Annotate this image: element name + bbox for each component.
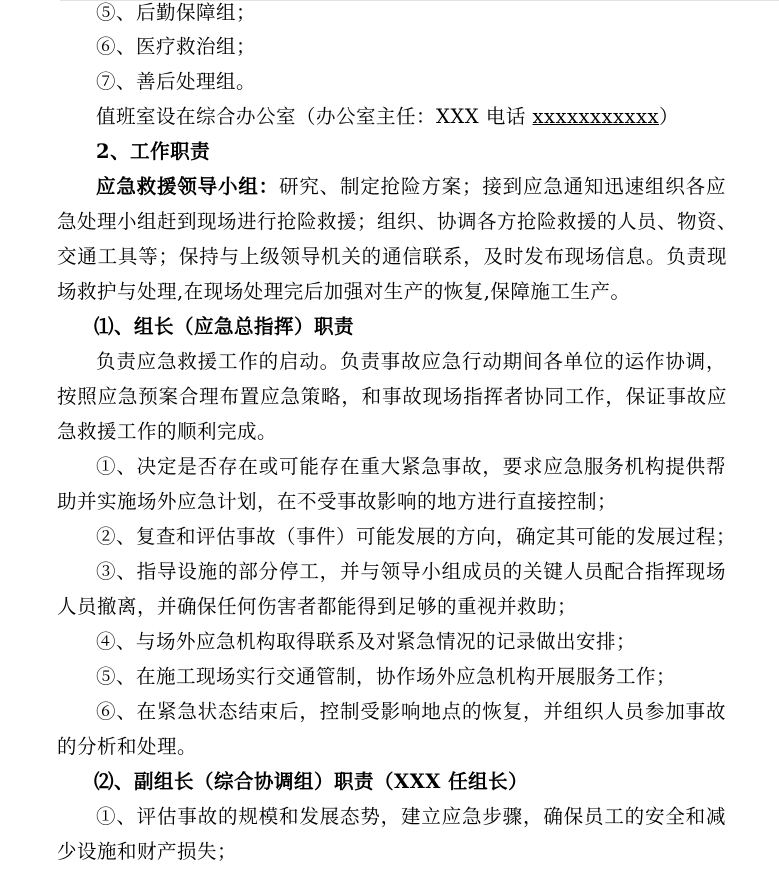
list-item-continuation: 人员撤离，并确保任何伤害者都能得到足够的重视并救助；: [57, 595, 578, 618]
list-item: ①、评估事故的规模和发展态势，建立应急步骤，确保员工的安全和减: [96, 805, 726, 828]
list-item-continuation: 助并实施场外应急计划，在不受事故影响的地方进行直接控制；: [57, 490, 618, 513]
list-item-continuation: 少设施和财产损失；: [57, 840, 238, 863]
list-item: ②、复查和评估事故（事件）可能发展的方向，确定其可能的发展过程；: [96, 525, 737, 548]
list-item: ⑤、在施工现场实行交通管制，协作场外应急机构开展服务工作；: [96, 665, 677, 688]
list-item: ③、指导设施的部分停工，并与领导小组成员的关键人员配合指挥现场: [96, 560, 726, 583]
section-heading-duties: 2、工作职责: [96, 140, 211, 163]
paragraph-line: 按照应急预案合理布置应急策略，和事故现场指挥者协同工作，保证事故应: [57, 385, 727, 408]
leadership-lead-term: 应急救援领导小组：: [96, 175, 279, 198]
subheading-leader-duties: ⑴、组长（应急总指挥）职责: [94, 315, 355, 338]
subheading-deputy-duties: ⑵、副组长（综合协调组）职责（XXX 任组长）: [94, 770, 529, 793]
leadership-text: 研究、制定抢险方案；接到应急通知迅速组织各应: [279, 175, 726, 198]
paragraph-line: 场救护与处理,在现场处理完后加强对生产的恢复,保障施工生产。: [57, 280, 631, 303]
paragraph-line: 急救援工作的顺利完成。: [57, 420, 278, 443]
paragraph-line: 负责应急救援工作的启动。负责事故应急行动期间各单位的运作协调，: [96, 350, 726, 373]
list-item-medical-group: ⑥、医疗救治组；: [96, 35, 257, 58]
duty-room-phone: xxxxxxxxxxx: [532, 105, 660, 128]
list-item-continuation: 的分析和处理。: [57, 735, 198, 758]
duty-room-paragraph: [96, 99, 726, 135]
leadership-paragraph-line: [96, 169, 726, 205]
list-item: ⑥、在紧急状态结束后，控制受影响地点的恢复，并组织人员参加事故: [96, 700, 726, 723]
list-item-aftermath-group: ⑦、善后处理组。: [96, 70, 257, 93]
list-item-logistics-group: ⑤、后勤保障组；: [96, 1, 257, 24]
paragraph-line: 急处理小组赶到现场进行抢险救援；组织、协调各方抢险救援的人员、物资、: [57, 210, 738, 233]
paragraph-line: 交通工具等；保持与上级领导机关的通信联系，及时发布现场信息。负责现: [57, 245, 727, 268]
list-item: ①、决定是否存在或可能存在重大紧急事故，要求应急服务机构提供帮: [96, 455, 726, 478]
duty-room-text-end: ）: [659, 105, 680, 128]
list-item: ④、与场外应急机构取得联系及对紧急情况的记录做出安排；: [96, 630, 637, 653]
duty-room-text: 值班室设在综合办公室（办公室主任：XXX 电话: [96, 105, 533, 128]
